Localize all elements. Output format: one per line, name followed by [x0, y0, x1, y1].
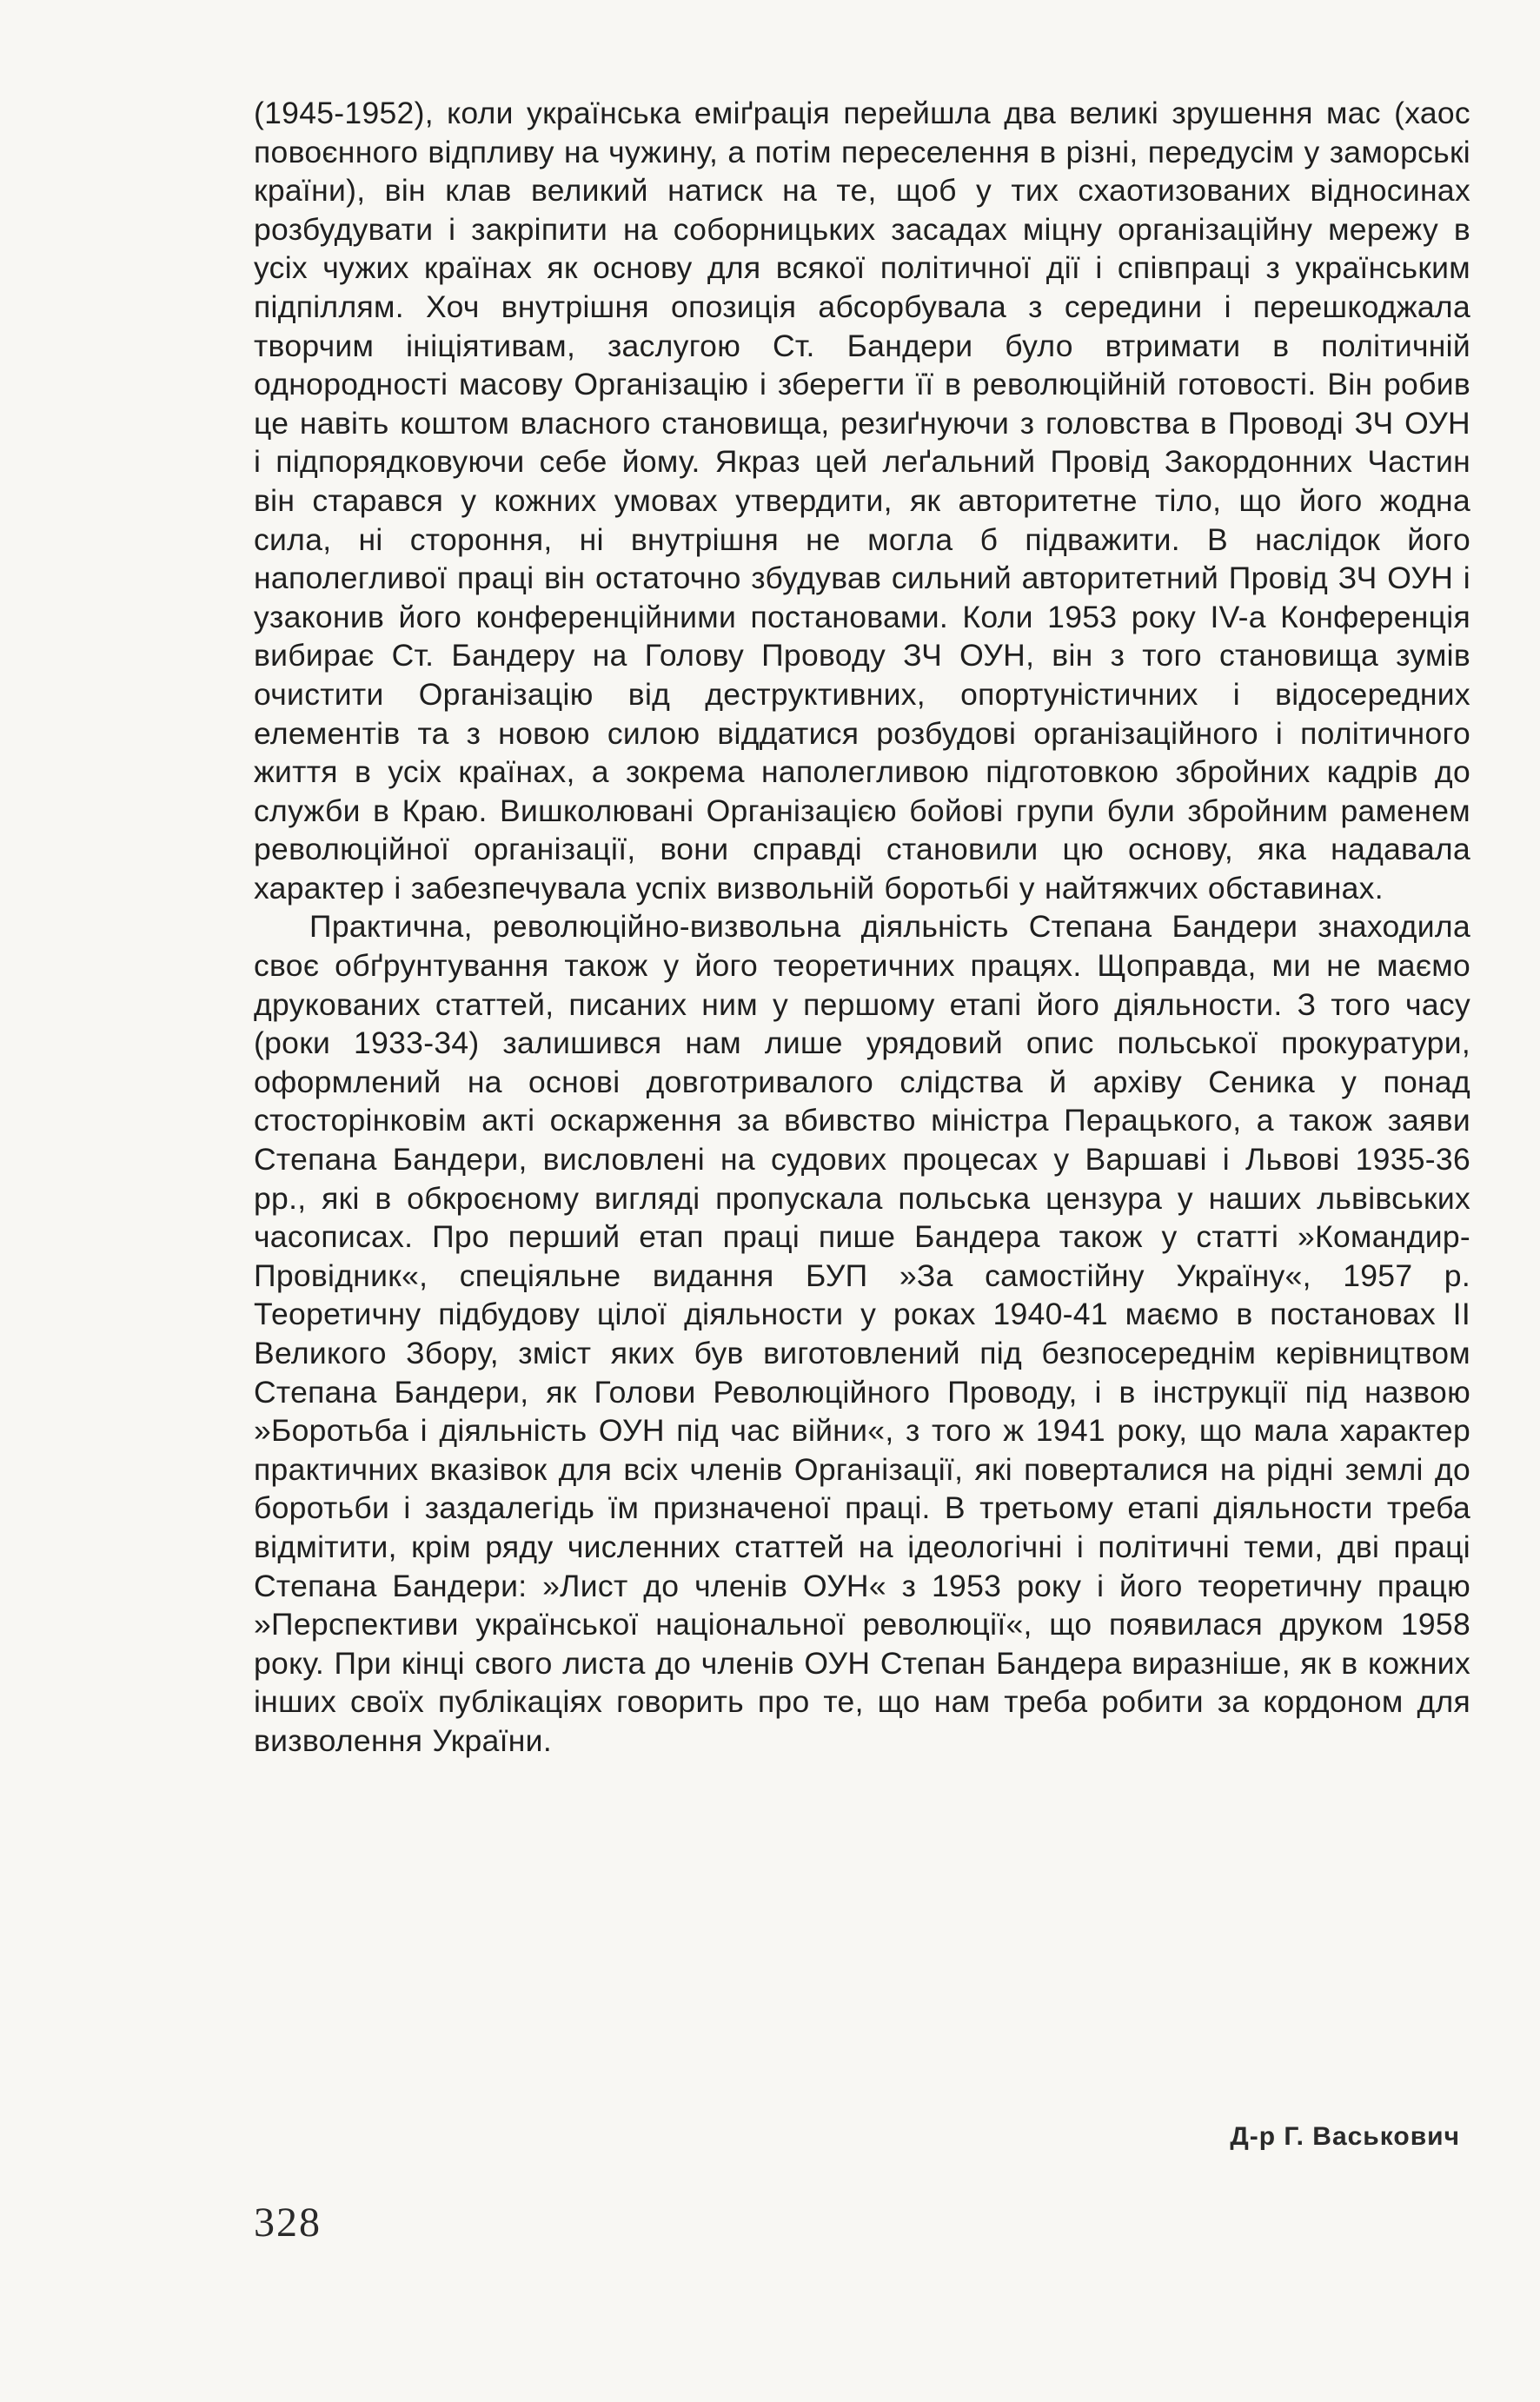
- page-number: 328: [254, 2200, 322, 2246]
- paragraph-continuation: (1945-1952), коли українська еміґрація перейшла два великі зрушення мас (хаос повоєнного відпливу на чужину, а потім переселення в різні, передусім у заморські країни), він клав великий натиск на те, щоб у тих схаотизованих відносинах розбудувати і закріпити на соборницьких засадах міцну організаційну мережу в усіх чужих країнах як основу для всякої політичної дії і співпраці з українським підпіллям. Хоч внутрішня опозиція абсорбувала з середини і перешкоджала творчим ініціятивам, заслугою Ст. Бандери було втримати в політичній однородності масову Організацію і зберегти її в революційній готовості. Він робив це навіть коштом власного становища, резиґнуючи з головства в Проводі ЗЧ ОУН і підпорядковуючи себе йому. Якраз цей леґальний Провід Закордонних Частин він старався у кожних умовах утвердити, як авторитетне тіло, що його жодна сила, ні стороння, ні внутрішня не могла б підважити. В наслідок його наполегливої праці він остаточно збудував сильний авторитетний Провід ЗЧ ОУН і узаконив його конференційними постановами. Коли 1953 року IV-а Конференція вибирає Ст. Бандеру на Голову Проводу ЗЧ ОУН, він з того становища зумів очистити Організацію від деструктивних, опортуністичних і відосередних елементів та з новою силою віддатися розбудові організаційного і політичного життя в усіх країнах, а зокрема наполегливою підготовкою збройних кадрів до служби в Краю. Вишколювані Організацією бойові групи були збройним раменем революційної організації, вони справді становили цю основу, яка надавала характер і забезпечувала успіх визвольній боротьбі у найтяжчих обставинах.: [254, 96, 1470, 906]
- paragraph-practical-activity: Практична, революційно-визвольна діяльність Степана Бандери знаходила своє обґрунтування також у його теоретичних працях. Щоправда, ми не маємо друкованих статтей, писаних ним у першому етапі його діяльности. З того часу (роки 1933-34) залишився нам лише урядовий опис польської прокуратури, оформлений на основі довготривалого слідства й архіву Сеника у понад стосторінковім акті оскарження за вбивство міністра Перацького, а також заяви Степана Бандери, висловлені на судових процесах у Варшаві і Львові 1935-36 рр., які в обкроєному вигляді пропускала польська цензура у наших львівських часописах. Про перший етап праці пише Бандера також у статті »Командир-Провідник«, спеціяльне видання БУП »За самостійну Україну«, 1957 р. Теоретичну підбудову цілої діяльности у роках 1940-41 маємо в постановах II Великого Збору, зміст яких був виготовлений під безпосереднім керівництвом Степана Бандери, як Голови Революційного Проводу, і в інструкції під назвою »Боротьба і діяльність ОУН під час війни«, з того ж 1941 року, що мала характер практичних вказівок для всіх членів Організації, які поверталися на рідні землі до боротьби і заздалегідь їм призначеної праці. В третьому етапі діяльности треба відмітити, крім ряду численних статтей на ідеологічні і політичні теми, дві праці Степана Бандери: »Лист до членів ОУН« з 1953 року і його теоретичну працю »Перспективи української національної революції«, що появилася друком 1958 року. При кінці свого листа до членів ОУН Степан Бандера виразніше, як в кожних інших своїх публікаціях говорить про те, що нам треба робити за кордоном для визволення України.: [254, 909, 1470, 1758]
- author-signature: Д-р Г. Васькович: [1230, 2122, 1460, 2151]
- body-text: [254, 94, 1470, 1761]
